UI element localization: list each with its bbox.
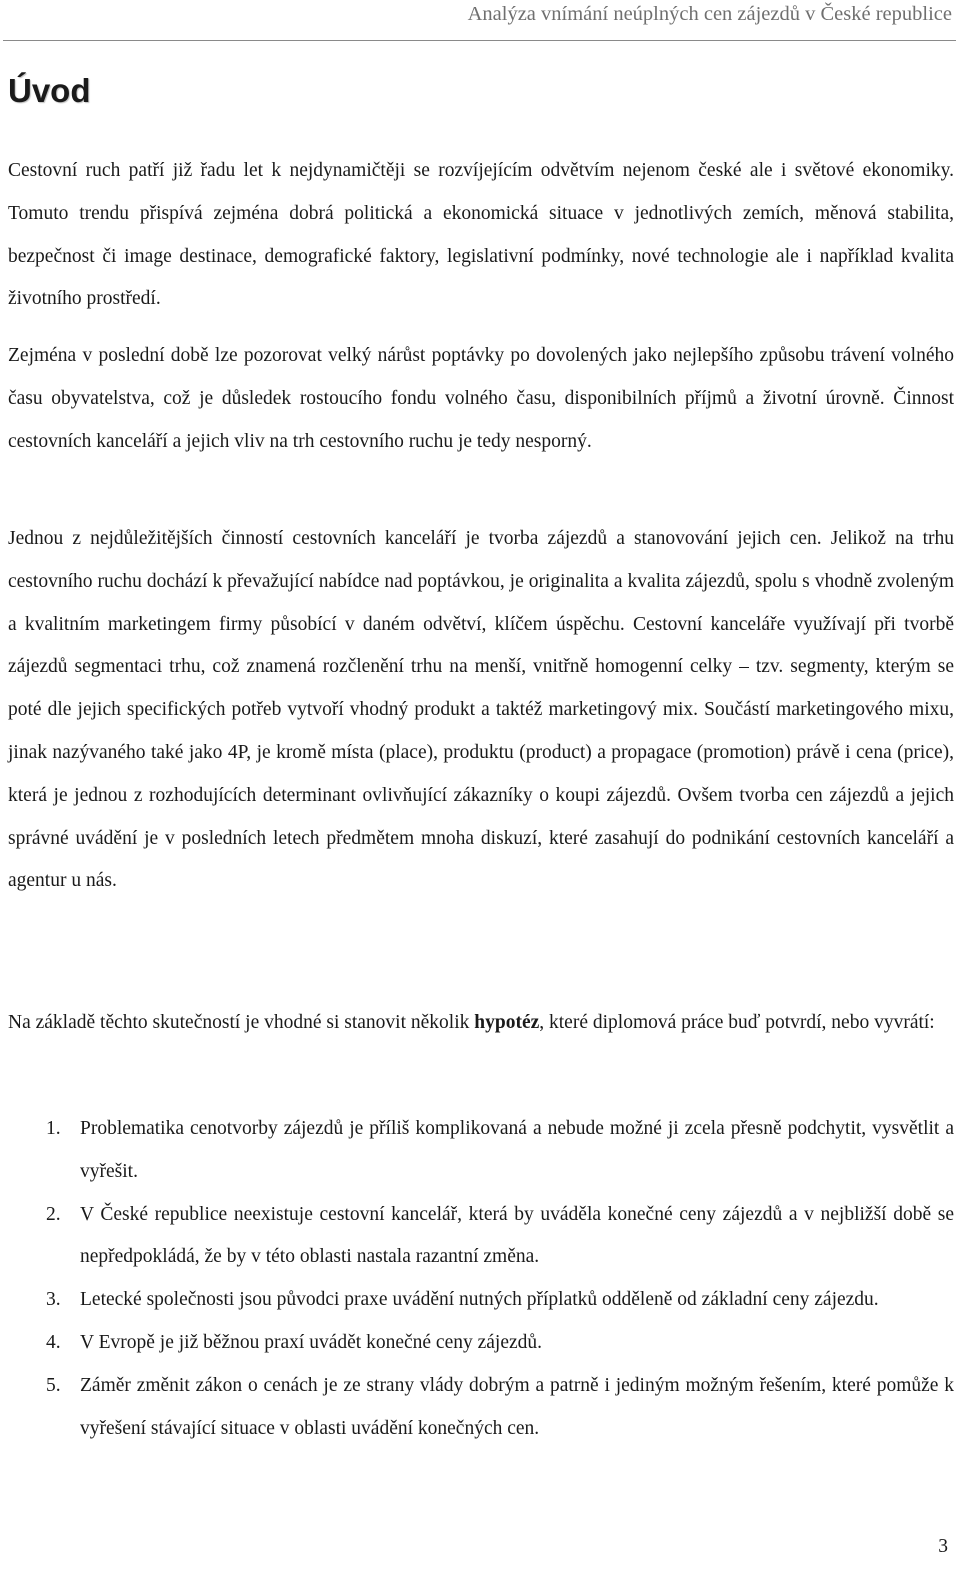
list-item: [0, 1194, 954, 1280]
list-item: [0, 1322, 954, 1365]
list-item-text: Záměr změnit zákon o cenách je ze strany vlády dobrým a patrně i jediným možným řešením, které pomůže k vyřešení stávající situace v oblasti uvádění konečných cen.: [80, 1374, 954, 1439]
hypotheses-intro-text: Na základě těchto skutečností je vhodné si stanovit několik: [8, 1012, 475, 1033]
list-item-text: Letecké společnosti jsou původci praxe uvádění nutných příplatků odděleně od základní ceny zájezdu.: [80, 1289, 879, 1311]
hypotheses-intro-text-end: , které diplomová práce buď potvrdí, nebo vyvrátí:: [539, 1012, 935, 1033]
list-item-number: 1.: [46, 1118, 61, 1139]
hypotheses-list: [0, 1108, 954, 1450]
list-item: [0, 1279, 954, 1322]
paragraph-demand: Zejména v poslední době lze pozorovat velký nárůst poptávky po dovolených jako nejlepšího způsobu trávení volného času obyvatelstva, což je důsledek rostoucího fondu volného času, disponibilních příjmů a životní úrovně. Činnost cestovních kanceláří a jejich vliv na trh cestovního ruchu je tedy nesporný.: [8, 345, 954, 452]
paragraph-hypotheses-intro: [8, 1002, 954, 1045]
list-item: [0, 1108, 954, 1194]
section-title: Úvod: [8, 72, 91, 109]
running-header: Analýza vnímání neúplných cen zájezdů v České republice: [467, 3, 952, 25]
list-item-text: V Evropě je již běžnou praxí uvádět konečné ceny zájezdů.: [80, 1331, 543, 1353]
page-number: 3: [938, 1536, 948, 1557]
header-divider: [3, 40, 956, 41]
paragraph-intro: Cestovní ruch patří již řadu let k nejdynamičtěji se rozvíjejícím odvětvím nejenom české ale i světové ekonomiky. Tomuto trendu přispívá zejména dobrá politická a ekonomická situace v jednotlivých zemích, měnová stabilita, bezpečnost či image destinace, demografické faktory, legislativní podmínky, nové technologie ale i například kvalita životního prostředí.: [8, 160, 954, 310]
list-item: [0, 1365, 954, 1451]
hypotheses-term: hypotéz: [474, 1012, 540, 1033]
paragraph-pricing: Jednou z nejdůležitějších činností cestovních kanceláří je tvorba zájezdů a stanovování jejich cen. Jelikož na trhu cestovního ruchu dochází k převažující nabídce nad poptávkou, je originalita a kvalita zájezdů, spolu s vhodně zvoleným a kvalitním marketingem firmy působící v daném odvětví, klíčem úspěchu. Cestovní kanceláře využívají při tvorbě zájezdů segmentaci trhu, což znamená rozčlenění trhu na menší, vnitřně homogenní celky – tzv. segmenty, kterým se poté dle jejich specifických potřeb vytvoří vhodný produkt a taktéž marketingový mix. Součástí marketingového mixu, jinak nazývaného také jako 4P, je kromě místa (place), produktu (product) a propagace (promotion) právě i cena (price), která je jednou z rozhodujících determinant ovlivňující zákazníky o koupi zájezdů. Ovšem tvorba cen zájezdů a jejich správné uvádění je v posledních letech předmětem mnoha diskuzí, které zasahují do podnikání cestovních kanceláří a agentur u nás.: [8, 528, 954, 892]
list-item-number: 4.: [46, 1331, 61, 1353]
list-item-text: Problematika cenotvorby zájezdů je příliš komplikovaná a nebude možné ji zcela přesně podchytit, vysvětlit a vyřešit.: [80, 1118, 954, 1182]
list-item-number: 3.: [46, 1289, 61, 1311]
list-item-text: V České republice neexistuje cestovní kancelář, která by uváděla konečné ceny zájezdů a v nejbližší době se nepředpokládá, že by v této oblasti nastala razantní změna.: [80, 1203, 954, 1268]
list-item-number: 2.: [46, 1203, 61, 1225]
list-item-number: 5.: [46, 1374, 61, 1396]
